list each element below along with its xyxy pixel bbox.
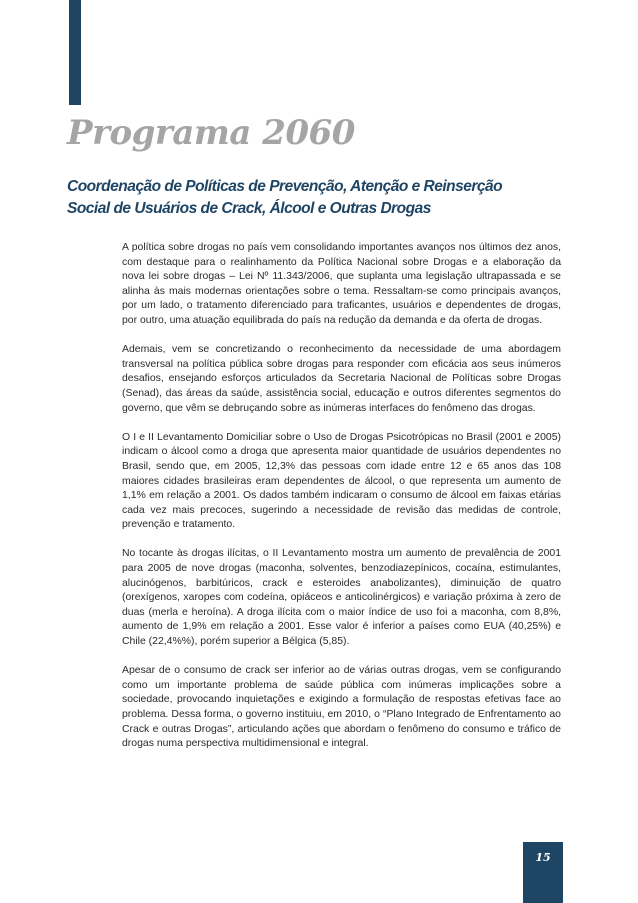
page-title: Programa 2060: [67, 113, 355, 153]
paragraph-4: No tocante às drogas ilícitas, o II Levantamento mostra um aumento de prevalência de 2001 para 2005 de nove drogas (maconha, solventes, benzodiazepínicos, cocaína, estimulantes, alucinógenos, barbitúricos, crack e esteroides anabolizantes), diminuição de quatro (orexígenos, xaropes com codeína, opiáceos e anticolinérgicos) e variação próxima à zero de duas (merla e heroína). A droga ilícita com o maior índice de uso foi a maconha, com 8,8%, aumento de 1,9% em relação a 2001. Esse valor é inferior a países como EUA (40,25%) e Chile (22,4%%), porém superior a Bélgica (5,85).: [122, 548, 561, 648]
paragraph-5: Apesar de o consumo de crack ser inferior ao de várias outras drogas, vem se configurando como um importante problema de saúde pública com inúmeras implicações sobre a sociedade, provocando inquietações e exigindo a formulação de respostas efetivas face ao problema. Dessa forma, o governo instituiu, em 2010, o “Plano Integrado de Enfrentamento ao Crack e outras Drogas”, articulando ações que abordam o fenômeno do consumo e tráfico de drogas numa perspectiva multidimensional e integral.: [122, 665, 561, 750]
subtitle-line-2: Social de Usuários de Crack, Álcool e Outras Drogas: [67, 200, 431, 217]
body-text: [122, 241, 561, 766]
page-number: 15: [535, 851, 551, 864]
subtitle-line-1: Coordenação de Políticas de Prevenção, Atenção e Reinserção: [67, 178, 503, 195]
paragraph-3: O I e II Levantamento Domiciliar sobre o Uso de Drogas Psicotrópicas no Brasil (2001 e 2005) indicam o álcool como a droga que apresenta maior quantidade de usuários dependentes no Brasil, sendo que, em 2005, 12,3% das pessoas com idade entre 12 e 65 anos das 108 maiores cidades brasileiras eram dependentes de álcool, o que representa um aumento de 1,1% em relação a 2001. Os dados também indicaram o consumo de álcool em faixas etárias cada vez mais precoces, sugerindo a necessidade de revisão das medidas de controle, prevenção e tratamento.: [122, 431, 561, 531]
page-number-box: [523, 842, 563, 903]
paragraph-1: A política sobre drogas no país vem consolidando importantes avanços nos últimos dez anos, com destaque para o realinhamento da Política Nacional sobre Drogas e a elaboração da nova lei sobre drogas – Lei Nº 11.343/2006, que suplanta uma legislação ultrapassada e se alinha às mais modernas orientações sobre o tema. Ressaltam-se como principais avanços, por um lado, o tratamento diferenciado para traficantes, usuários e dependentes de drogas, por outro, uma atuação equilibrada do país na redução da demanda e da oferta de drogas.: [122, 242, 561, 326]
top-accent-bar: [69, 0, 81, 105]
page-subtitle: [67, 176, 567, 220]
paragraph-2: Ademais, vem se concretizando o reconhecimento da necessidade de uma abordagem transversal na política pública sobre drogas para responder com eficácia aos seus inúmeros desafios, ensejando esforços articulados da Secretaria Nacional de Políticas sobre Drogas (Senad), das áreas da saúde, assistência social, educação e outros diferentes segmentos do governo, que vêm se debruçando sobre as inúmeras interfaces do fenômeno das drogas.: [122, 344, 561, 414]
